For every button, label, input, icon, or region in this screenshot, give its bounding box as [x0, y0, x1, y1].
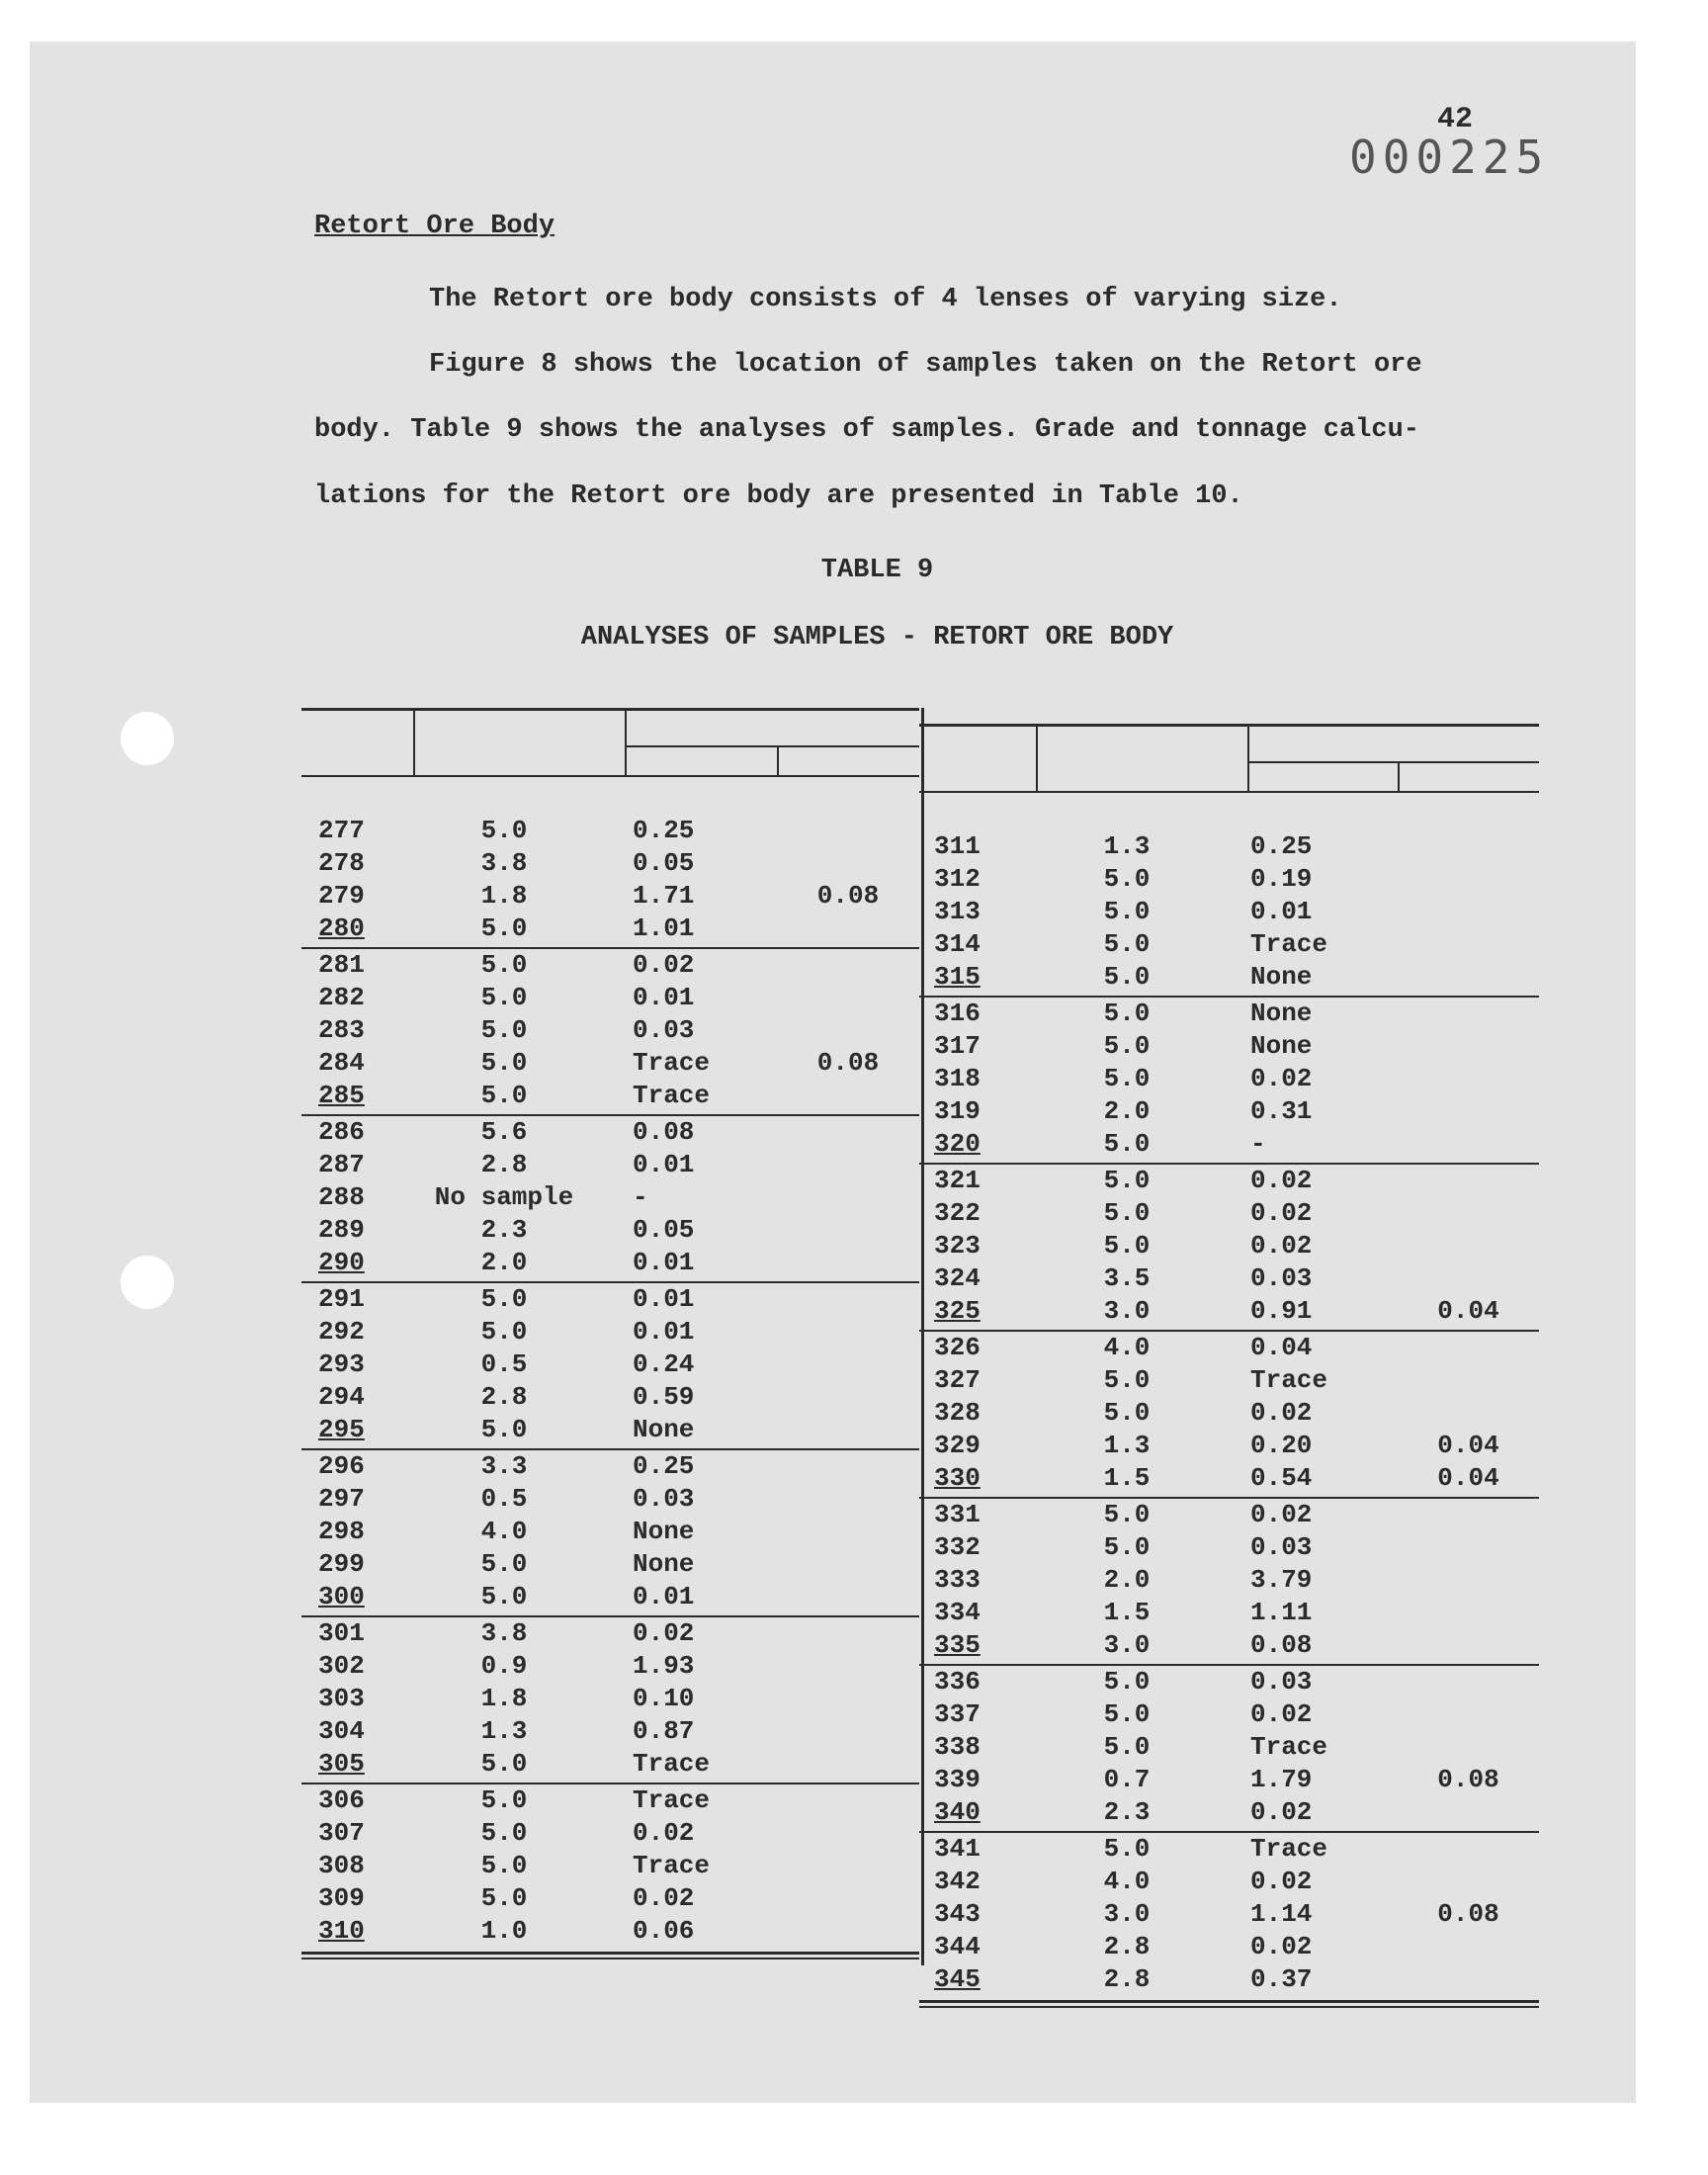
mercury-value: None	[1250, 962, 1313, 992]
sample-number: 306	[318, 1785, 365, 1815]
sample-number: 291	[318, 1284, 365, 1314]
sample-number: 310	[318, 1916, 365, 1946]
sample-length: 4.0	[1103, 1867, 1151, 1896]
sample-length: 5.0	[1103, 1031, 1151, 1061]
sample-length: 5.0	[480, 1015, 528, 1045]
sample-number: 331	[934, 1500, 981, 1529]
mercury-value: 0.54	[1250, 1463, 1313, 1493]
paragraph-line: The Retort ore body consists of 4 lenses of varying size.	[429, 285, 1342, 314]
sample-length: 5.0	[480, 983, 528, 1012]
sample-number: 289	[318, 1215, 365, 1245]
sample-length: 5.0	[480, 1549, 528, 1579]
paragraph-line: lations for the Retort ore body are presented in Table 10.	[314, 481, 1243, 511]
sample-length: 5.0	[1103, 1834, 1151, 1864]
sample-number: 341	[934, 1834, 981, 1864]
mercury-value: 0.20	[1250, 1431, 1313, 1460]
sample-length: 4.0	[1103, 1333, 1151, 1362]
sample-number: 320	[934, 1129, 981, 1159]
sample-length: 2.8	[480, 1382, 528, 1412]
mercury-value: 0.25	[633, 1451, 695, 1481]
sample-number: 282	[318, 983, 365, 1012]
page-number: 42	[1437, 103, 1474, 136]
group-separator	[301, 1783, 919, 1784]
paragraph-line: body. Table 9 shows the analyses of samples. Grade and tonnage calcu-	[314, 415, 1419, 445]
sample-number: 342	[934, 1867, 981, 1896]
mercury-value: 0.01	[1250, 897, 1313, 926]
sample-length: 5.0	[1103, 1365, 1151, 1395]
mercury-value: 0.24	[633, 1349, 695, 1379]
antimony-value: 0.08	[816, 1048, 880, 1078]
group-separator	[919, 1664, 1539, 1666]
mercury-value: Trace	[633, 1785, 711, 1815]
mercury-value: 0.03	[1250, 1667, 1313, 1696]
sample-number: 333	[934, 1565, 981, 1595]
punch-hole	[121, 712, 174, 765]
header-divider	[413, 708, 415, 777]
sample-length: 5.0	[480, 1048, 528, 1078]
header-rule	[1247, 761, 1539, 763]
sample-number: 344	[934, 1932, 981, 1961]
sample-number: 286	[318, 1117, 365, 1147]
sample-number: 299	[318, 1549, 365, 1579]
sample-number: 284	[318, 1048, 365, 1078]
mercury-value: None	[1250, 1031, 1313, 1061]
mercury-value: -	[1250, 1129, 1266, 1159]
mercury-value: 0.31	[1250, 1096, 1313, 1126]
sample-number: 309	[318, 1883, 365, 1913]
sample-number: 279	[318, 881, 365, 911]
table-subtitle: ANALYSES OF SAMPLES - RETORT ORE BODY	[580, 623, 1174, 652]
sample-length: 3.5	[1103, 1263, 1151, 1293]
mercury-value: -	[633, 1182, 648, 1212]
sample-number: 338	[934, 1732, 981, 1762]
sample-number: 327	[934, 1365, 981, 1395]
sample-length: 1.5	[1103, 1598, 1151, 1627]
mercury-value: 0.08	[633, 1117, 695, 1147]
mercury-value: 1.11	[1250, 1598, 1313, 1627]
mercury-value: 0.05	[633, 1215, 695, 1245]
mercury-value: 0.02	[1250, 1064, 1313, 1093]
mercury-value: 0.91	[1250, 1296, 1313, 1326]
mercury-value: Trace	[1250, 929, 1328, 959]
mercury-value: 0.01	[633, 1284, 695, 1314]
sample-length: 5.0	[480, 1818, 528, 1848]
header-divider	[625, 708, 627, 777]
sample-number: 296	[318, 1451, 365, 1481]
sample-number: 332	[934, 1532, 981, 1562]
table-bottom-rule	[919, 2006, 1539, 2008]
sample-number: 302	[318, 1651, 365, 1681]
sample-length: 3.0	[1103, 1899, 1151, 1929]
sample-number: 300	[318, 1582, 365, 1611]
sample-length: 2.3	[1103, 1797, 1151, 1827]
sample-length: 5.0	[1103, 897, 1151, 926]
sample-number: 314	[934, 929, 981, 959]
group-separator	[301, 1114, 919, 1116]
sample-number: 343	[934, 1899, 981, 1929]
mercury-value: 1.93	[633, 1651, 695, 1681]
sample-length: 1.0	[480, 1916, 528, 1946]
mercury-value: None	[1250, 999, 1313, 1028]
sample-length: 5.0	[1103, 1500, 1151, 1529]
sample-length: 5.0	[1103, 1398, 1151, 1428]
group-separator	[919, 1831, 1539, 1833]
mercury-value: 0.01	[633, 1248, 695, 1277]
group-separator	[301, 1281, 919, 1283]
mercury-value: 0.03	[1250, 1263, 1313, 1293]
mercury-value: 0.02	[1250, 1398, 1313, 1428]
mercury-value: 0.01	[633, 983, 695, 1012]
sample-number: 287	[318, 1150, 365, 1179]
mercury-value: 0.10	[633, 1684, 695, 1713]
sample-number: 319	[934, 1096, 981, 1126]
mercury-value: 0.02	[1250, 1932, 1313, 1961]
sample-number: 321	[934, 1166, 981, 1195]
sample-number: 339	[934, 1765, 981, 1794]
antimony-value: 0.04	[1437, 1431, 1499, 1460]
sample-number: 330	[934, 1463, 981, 1493]
mercury-value: 0.02	[1250, 1198, 1313, 1228]
mercury-value: 0.01	[633, 1582, 695, 1611]
table-bottom-rule	[919, 2000, 1539, 2003]
sample-length: 5.6	[480, 1117, 528, 1147]
mercury-value: 0.01	[633, 1150, 695, 1179]
table-bottom-rule	[301, 1958, 919, 1959]
header-divider	[1036, 724, 1038, 793]
sample-number: 290	[318, 1248, 365, 1277]
sample-length: 5.0	[480, 1851, 528, 1880]
sample-number: 318	[934, 1064, 981, 1093]
mercury-value: None	[633, 1415, 695, 1444]
mercury-value: 0.02	[633, 1883, 695, 1913]
sample-length: 5.0	[480, 1317, 528, 1347]
antimony-value: 0.04	[1437, 1296, 1499, 1326]
sample-number: 334	[934, 1598, 981, 1627]
sample-number: 325	[934, 1296, 981, 1326]
sample-length: 5.0	[480, 1081, 528, 1110]
sample-length: 1.3	[1103, 831, 1151, 861]
section-heading: Retort Ore Body	[314, 212, 555, 241]
header-bottom-rule	[919, 791, 1539, 793]
mercury-value: Trace	[633, 1851, 711, 1880]
sample-number: 305	[318, 1749, 365, 1779]
sample-number: 295	[318, 1415, 365, 1444]
sample-length: 3.3	[480, 1451, 528, 1481]
sample-length: 5.0	[480, 1582, 528, 1611]
sample-number: 323	[934, 1231, 981, 1261]
mercury-value: 0.02	[633, 1618, 695, 1648]
sample-length: 4.0	[480, 1517, 528, 1546]
sample-length: 3.8	[480, 1618, 528, 1648]
mercury-value: Trace	[1250, 1365, 1328, 1395]
group-separator	[919, 996, 1539, 998]
sample-number: 294	[318, 1382, 365, 1412]
sample-number: 285	[318, 1081, 365, 1110]
header-rule	[625, 745, 919, 747]
sample-length: 3.8	[480, 848, 528, 878]
sample-length: 3.0	[1103, 1296, 1151, 1326]
mercury-value: 0.03	[1250, 1532, 1313, 1562]
mercury-value: 0.02	[1250, 1166, 1313, 1195]
antimony-value: 0.08	[816, 881, 880, 911]
sample-length: 2.8	[1103, 1932, 1151, 1961]
sample-length: 5.0	[1103, 1732, 1151, 1762]
mercury-value: 0.19	[1250, 864, 1313, 894]
sample-length: 2.0	[1103, 1096, 1151, 1126]
sample-length: 5.0	[1103, 864, 1151, 894]
mercury-value: 0.01	[633, 1317, 695, 1347]
mercury-value: Trace	[1250, 1732, 1328, 1762]
mercury-value: Trace	[633, 1048, 711, 1078]
mercury-value: None	[633, 1517, 695, 1546]
mercury-value: 0.02	[1250, 1500, 1313, 1529]
sample-number: 280	[318, 914, 365, 943]
document-stamp-number: 000225	[1349, 130, 1550, 184]
sample-number: 303	[318, 1684, 365, 1713]
sample-length: 5.0	[1103, 1699, 1151, 1729]
group-separator	[919, 1163, 1539, 1165]
mercury-value: 0.02	[1250, 1699, 1313, 1729]
sample-length: 2.8	[480, 1150, 528, 1179]
mercury-value: Trace	[633, 1081, 711, 1110]
sample-number: 311	[934, 831, 981, 861]
sample-number: 316	[934, 999, 981, 1028]
sample-number: 335	[934, 1630, 981, 1660]
sample-number: 288	[318, 1182, 365, 1212]
mercury-value: 0.08	[1250, 1630, 1313, 1660]
header-divider	[1398, 761, 1400, 793]
sample-length: 1.3	[480, 1716, 528, 1746]
sample-length: 2.0	[1103, 1565, 1151, 1595]
table-title: TABLE 9	[820, 556, 934, 585]
mercury-value: Trace	[1250, 1834, 1328, 1864]
sample-length: 5.0	[1103, 999, 1151, 1028]
mercury-value: 0.02	[1250, 1867, 1313, 1896]
sample-length: 5.0	[480, 914, 528, 943]
sample-number: 293	[318, 1349, 365, 1379]
sample-length: No sample	[434, 1182, 574, 1212]
sample-number: 281	[318, 950, 365, 980]
mercury-value: 0.02	[1250, 1797, 1313, 1827]
sample-number: 304	[318, 1716, 365, 1746]
sample-number: 322	[934, 1198, 981, 1228]
group-separator	[301, 1448, 919, 1450]
sample-length: 1.5	[1103, 1463, 1151, 1493]
antimony-value: 0.08	[1437, 1899, 1499, 1929]
header-divider	[777, 745, 779, 777]
sample-length: 1.8	[480, 881, 528, 911]
sample-length: 5.0	[1103, 1667, 1151, 1696]
sample-length: 5.0	[480, 1785, 528, 1815]
sample-length: 0.9	[480, 1651, 528, 1681]
sample-length: 2.3	[480, 1215, 528, 1245]
group-separator	[919, 1497, 1539, 1499]
mercury-value: 0.02	[633, 1818, 695, 1848]
sample-length: 5.0	[1103, 962, 1151, 992]
sample-length: 5.0	[480, 1284, 528, 1314]
sample-length: 5.0	[480, 1883, 528, 1913]
mercury-value: 0.59	[633, 1382, 695, 1412]
sample-length: 5.0	[480, 816, 528, 845]
mercury-value: None	[633, 1549, 695, 1579]
sample-length: 5.0	[480, 1749, 528, 1779]
mercury-value: 3.79	[1250, 1565, 1313, 1595]
sample-length: 5.0	[1103, 1532, 1151, 1562]
paragraph-line: Figure 8 shows the location of samples taken on the Retort ore	[429, 350, 1422, 380]
table-bottom-rule	[301, 1952, 919, 1955]
header-bottom-rule	[301, 775, 919, 777]
sample-number: 328	[934, 1398, 981, 1428]
sample-length: 5.0	[480, 1415, 528, 1444]
sample-number: 337	[934, 1699, 981, 1729]
sample-length: 2.8	[1103, 1964, 1151, 1994]
mercury-value: 0.87	[633, 1716, 695, 1746]
sample-length: 1.3	[1103, 1431, 1151, 1460]
mercury-value: 0.03	[633, 1015, 695, 1045]
sample-number: 324	[934, 1263, 981, 1293]
mercury-value: 0.03	[633, 1484, 695, 1514]
mercury-value: 0.02	[1250, 1231, 1313, 1261]
sample-length: 2.0	[480, 1248, 528, 1277]
mercury-value: 1.79	[1250, 1765, 1313, 1794]
sample-length: 5.0	[1103, 1198, 1151, 1228]
mercury-value: 0.02	[633, 950, 695, 980]
sample-number: 301	[318, 1618, 365, 1648]
sample-number: 317	[934, 1031, 981, 1061]
sample-number: 278	[318, 848, 365, 878]
sample-length: 5.0	[480, 950, 528, 980]
sample-number: 315	[934, 962, 981, 992]
sample-length: 3.0	[1103, 1630, 1151, 1660]
antimony-value: 0.08	[1437, 1765, 1499, 1794]
group-separator	[919, 1330, 1539, 1332]
sample-length: 0.5	[480, 1484, 528, 1514]
sample-number: 312	[934, 864, 981, 894]
mercury-value: 0.04	[1250, 1333, 1313, 1362]
mercury-value: 0.25	[1250, 831, 1313, 861]
sample-length: 1.8	[480, 1684, 528, 1713]
sample-number: 345	[934, 1964, 981, 1994]
sample-length: 5.0	[1103, 1166, 1151, 1195]
sample-number: 298	[318, 1517, 365, 1546]
sample-number: 336	[934, 1667, 981, 1696]
group-separator	[301, 947, 919, 949]
sample-length: 5.0	[1103, 929, 1151, 959]
center-divider	[921, 708, 924, 1965]
sample-length: 5.0	[1103, 1129, 1151, 1159]
mercury-value: 1.01	[633, 914, 695, 943]
punch-hole	[121, 1256, 174, 1309]
sample-length: 0.7	[1103, 1765, 1151, 1794]
header-divider	[1247, 724, 1249, 793]
sample-number: 307	[318, 1818, 365, 1848]
sample-number: 292	[318, 1317, 365, 1347]
mercury-value: 0.06	[633, 1916, 695, 1946]
table-top-rule	[301, 708, 919, 711]
sample-number: 283	[318, 1015, 365, 1045]
mercury-value: Trace	[633, 1749, 711, 1779]
sample-number: 277	[318, 816, 365, 845]
sample-number: 326	[934, 1333, 981, 1362]
table-top-rule	[919, 724, 1539, 727]
sample-length: 0.5	[480, 1349, 528, 1379]
sample-number: 313	[934, 897, 981, 926]
sample-number: 297	[318, 1484, 365, 1514]
sample-length: 5.0	[1103, 1064, 1151, 1093]
sample-number: 340	[934, 1797, 981, 1827]
mercury-value: 0.37	[1250, 1964, 1313, 1994]
mercury-value: 1.71	[633, 881, 695, 911]
sample-number: 308	[318, 1851, 365, 1880]
sample-number: 329	[934, 1431, 981, 1460]
mercury-value: 1.14	[1250, 1899, 1313, 1929]
antimony-value: 0.04	[1437, 1463, 1499, 1493]
mercury-value: 0.05	[633, 848, 695, 878]
mercury-value: 0.25	[633, 816, 695, 845]
group-separator	[301, 1615, 919, 1617]
sample-length: 5.0	[1103, 1231, 1151, 1261]
